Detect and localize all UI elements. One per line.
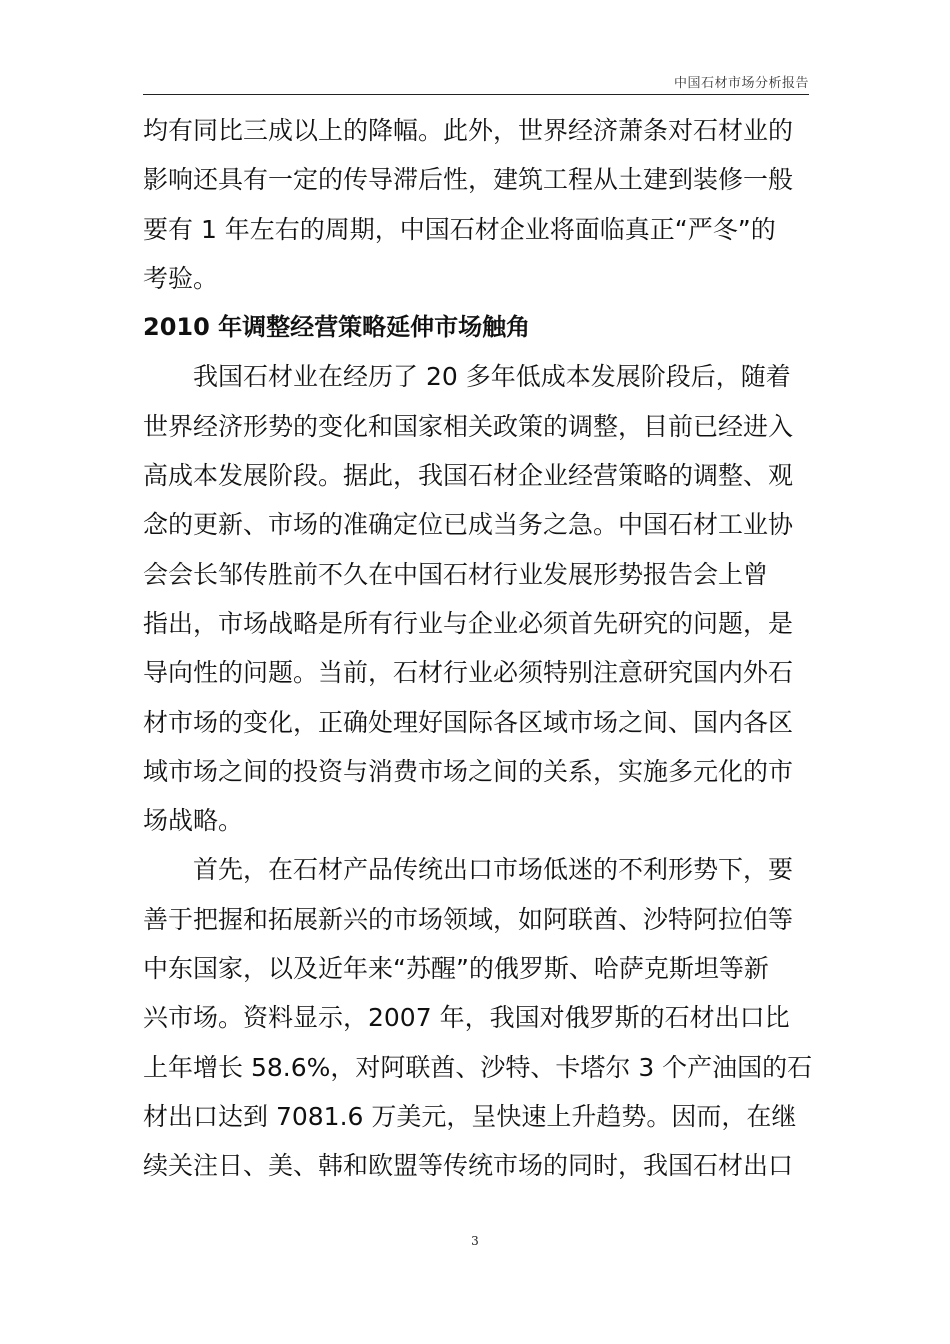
page-number: 3: [471, 1234, 479, 1248]
text-line: 均有同比三成以上的降幅。此外，世界经济萧条对石材业的: [143, 116, 794, 145]
text-line: 域市场之间的投资与消费市场之间的关系，实施多元化的市: [143, 756, 794, 786]
paragraph-1: [143, 106, 833, 303]
text-line: 考验。: [143, 263, 219, 293]
document-body: [143, 106, 833, 1191]
paragraph-2: [143, 352, 833, 845]
text-line: 善于把握和拓展新兴的市场领域，如阿联酋、沙特阿拉伯等: [143, 904, 794, 934]
header-title: 中国石材市场分析报告: [673, 76, 809, 91]
text-line: 指出，市场战略是所有行业与企业必须首先研究的问题，是: [143, 608, 794, 638]
text-line: 首先，在石材产品传统出口市场低迷的不利形势下，要: [193, 855, 794, 885]
text-line: 兴市场。资料显示，2007 年，我国对俄罗斯的石材出口比: [143, 1003, 790, 1033]
text-line: 材出口达到 7081.6 万美元，呈快速上升趋势。因而，在继: [143, 1101, 797, 1131]
text-line: 高成本发展阶段。据此，我国石材企业经营策略的调整、观: [143, 461, 794, 491]
text-line: 导向性的问题。当前，石材行业必须特别注意研究国内外石: [143, 658, 794, 688]
page-header: [143, 72, 809, 95]
section-heading: 2010 年调整经营策略延伸市场触角: [143, 313, 531, 342]
paragraph-3: [143, 845, 833, 1190]
text-line: 要有 1 年左右的周期，中国石材企业将面临真正“严冬”的: [143, 214, 776, 244]
text-line: 念的更新、市场的准确定位已成当务之急。中国石材工业协: [143, 510, 794, 540]
text-line: 世界经济形势的变化和国家相关政策的调整，目前已经进入: [143, 411, 794, 441]
text-line: 场战略。: [143, 806, 244, 836]
text-line: 中东国家，以及近年来“苏醒”的俄罗斯、哈萨克斯坦等新: [143, 954, 769, 984]
text-line: 影响还具有一定的传导滞后性，建筑工程从土建到装修一般: [143, 165, 794, 195]
text-line: 我国石材业在经历了 20 多年低成本发展阶段后，随着: [193, 362, 791, 392]
text-line: 会会长邹传胜前不久在中国石材行业发展形势报告会上曾: [143, 559, 769, 589]
text-line: 材市场的变化，正确处理好国际各区域市场之间、国内各区: [143, 707, 794, 737]
text-line: 续关注日、美、韩和欧盟等传统市场的同时，我国石材出口: [143, 1151, 794, 1181]
text-line: 上年增长 58.6%，对阿联酋、沙特、卡塔尔 3 个产油国的石: [143, 1052, 813, 1082]
